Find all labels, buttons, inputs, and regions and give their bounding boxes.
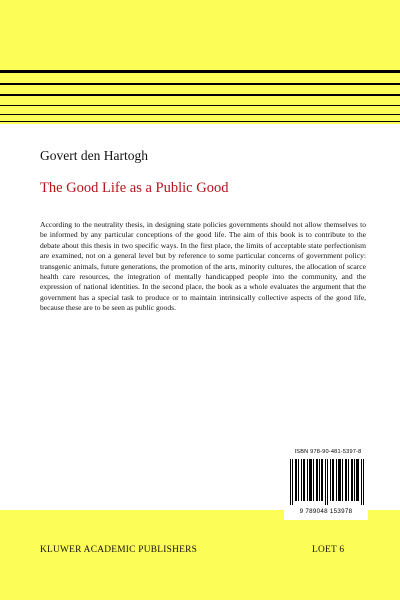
isbn-text: ISBN 978-90-481-5397-8 bbox=[294, 449, 362, 455]
decorative-stripes bbox=[0, 68, 400, 124]
barcode-digits: 9 789048 153978 bbox=[299, 508, 353, 515]
description-paragraph: According to the neutrality thesis, in designing state policies governments should not allow themselves to be informed by any particular conceptions of the good life. The aim of this book is to contribute to the debate about this thesis in two specific ways. In the first place, the limits of acceptable state perfectionism are examined, not on a general level but by reference to some particular concerns of government policy: transgenic animals, future generations, the promotion of the arts, minority cultures, the allocation of scarce health care resources, the integration of mentally handicapped people into the community, and the expression of national identities. In the second place, the book as a whole evaluates the argument that the government has a special task to produce or to maintain intrinsically collective aspects of the good life, because these are to be seen as public goods. bbox=[40, 220, 366, 313]
author-name: Govert den Hartogh bbox=[40, 148, 148, 163]
top-yellow-band bbox=[0, 0, 400, 68]
stripe bbox=[0, 114, 400, 115]
stripe bbox=[0, 83, 400, 85]
barcode-icon bbox=[290, 459, 366, 505]
book-title: The Good Life as a Public Good bbox=[40, 180, 229, 196]
stripe bbox=[0, 121, 400, 122]
series-label: LOET 6 bbox=[312, 545, 345, 555]
stripe bbox=[0, 70, 400, 73]
stripe bbox=[0, 105, 400, 106]
stripe bbox=[0, 94, 400, 96]
bottom-yellow-band bbox=[0, 510, 400, 600]
publisher-name: KLUWER ACADEMIC PUBLISHERS bbox=[40, 545, 198, 555]
